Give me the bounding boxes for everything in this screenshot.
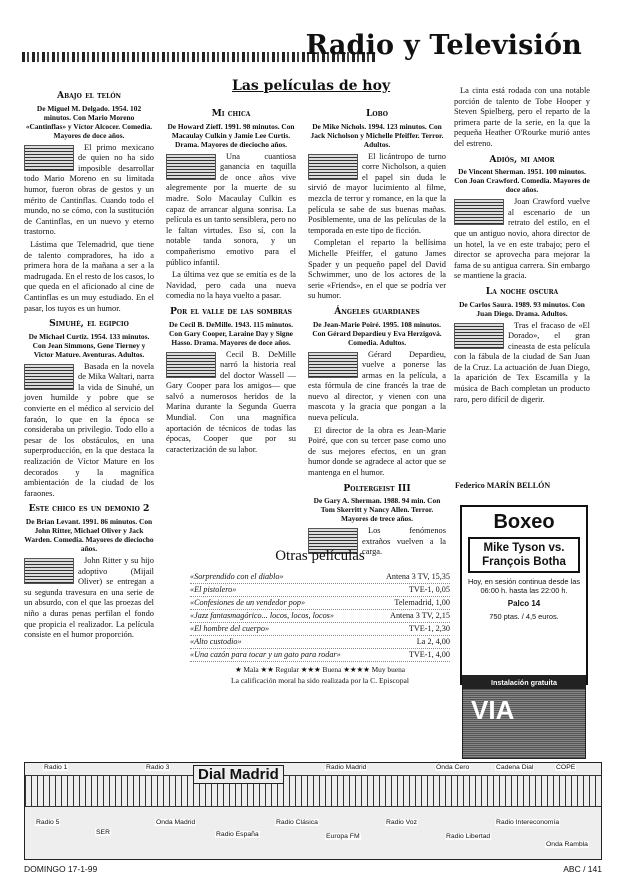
film-credits: De Howard Zieff. 1991. 98 minutos. Con Macaulay Culkin y Jamie Lee Curtis. Drama. Mayores de dieciocho años. [167,121,295,149]
boxing-ad-price-label: Palco 14 [507,599,541,608]
dial-station-label: Cadena Dial [496,764,534,771]
dial-station-label: COPE [556,764,576,771]
dial-title: Dial Madrid [193,765,284,784]
film-review: El licántropo de turno corre Nicholson, a quien el papel sin duda le sirvió de mayor lucimiento al filme, mezcla de terror y romance, en la que la película se sabe de sus buenas mañas. Posiblemente, una de las películas de la temporada en este tipo de ficción. [308,151,446,235]
page-footer [24,864,602,874]
boxing-ad-title: Boxeo [493,511,555,533]
dial-band [25,775,601,807]
other-film-row [190,584,450,597]
film-credits: De Carlos Saura. 1989. 93 minutos. Con Juan Diego. Drama. Adultos. [459,299,585,318]
film-review: Completan el reparto la bellísima Michelle Pfeiffer, el gatuno James Spader y un pequeño papel del David Schwimmer, uno de los actores de la serie «Friends», en el que se podría ver su humor. [308,238,446,301]
via-logo: VIA [471,695,515,725]
film-review: El director de la obra es Jean-Marie Poiré, que con su tercer pase como uno de sus mejores efectos, en un gran humor donde se agradece al actor que se mantenga en el humor. [308,425,446,478]
masthead [22,30,582,68]
film-still-image [308,352,358,378]
film-title: La noche oscura [485,285,559,297]
film-review: El primo mexicano de quien no ha sido imposible desarrollar todo Mario Moreno en su limitada humor, fueron obras de gestos y un mérito de Cantinflas. Cuando todo el mundo, no se cómo, con la sustitución de Cantinflas, en un nuevo y eterno trastorno. [24,142,154,237]
dial-station-label: Onda Cero [436,764,470,771]
other-film-title: «El pistolero» [190,585,237,594]
other-film-title: «Jazz fantasmagórico... locos, locos, locos» [190,611,334,620]
column-1 [24,86,154,643]
other-film-row [190,610,450,623]
column-2 [166,104,296,457]
dial-station-label: Radio Voz [386,819,417,826]
film-credits: De Miguel M. Delgado. 1954. 102 minutos. Con Mario Moreno «Cantinflas» y Víctor Alcocer. Comedia. Mayores de doce años. [25,103,153,140]
other-film-row [190,636,450,649]
other-film-channel: Antena 3 TV, 2,15 [390,611,450,620]
film-review: Gérard Depardieu, vuelve a ponerse las armas en la película, a esta fórmula de cine francés la trae de nuevo al director, y vienen con una mascota y la gracia que pongan a la nueva película. [308,349,446,423]
dial-station-label: Radio 5 [36,819,60,826]
other-film-title: «El hombre del cuerpo» [190,624,270,633]
dial-station-label: Radio Madrid [326,764,367,771]
other-films-box [190,548,450,685]
dial-station-label: Radio Libertad [446,833,491,840]
boxing-ad-price: 750 ptas. / 4,5 euros. [489,612,559,621]
film-review: Joan Crawford vuelve al escenario de un retrato del estilo, en el que un antiguo novio, ahora director de un hotel, la ve en este trabajo; pero el director se aprovecha para mejorar la fama de su antigua carrera. Sin embargo se mantiene la gracia. [454,197,590,281]
boxing-advertisement [460,505,588,685]
film-review: Basada en la novela de Mika Waltari, narra la vida de Sinuhé, un joven humilde y pobre que se convierte en el médico al servicio del faraón, lo que en la época se consideraba un privilegio. Todo ello a pesar de los obstáculos, en una superproducción, en la que destaca la realización de Víctor Mature en los decorados y la magnífica ambientación de la ciudad de los faraones. [24,361,154,498]
dial-station-label: Europa FM [326,833,360,840]
other-film-channel: La 2, 4,00 [416,637,450,646]
film-still-image [166,352,216,378]
column-3 [308,104,446,560]
film-still-image [454,323,504,349]
film-title: Abajo el telón [56,90,122,101]
film-still-image [454,199,504,225]
film-title: Mi chica [211,108,251,119]
film-review: La última vez que se emitía es de la Navidad, pero cada una nueva comedia no la haya vuelto a pasar. [166,270,296,301]
section-title: Radio y Televisión [305,30,582,61]
other-film-channel: TVE-1, 4,00 [408,650,450,659]
film-title: Por el valle de las sombras [170,305,292,317]
film-review: La cinta está rodada con una notable porción de talento de Tobe Hooper y Steven Spielberg, pero el reparto de la primera parte de la serie, en la que la pequeña Heather O'Rourke murió antes del estreno. [454,86,590,148]
other-film-title: «Sorprendido con el diablo» [190,572,284,581]
dial-station-label: SER [96,829,110,836]
film-title: Lobo [365,108,389,119]
film-still-image [24,558,74,584]
other-film-title: «Confesiones de un vendedor pop» [190,598,306,607]
radio-dial-chart [24,762,602,860]
film-review: Una cuantiosa ganancia en taquilla de once años vive alegremente por la muerte de su madre. Solo Macaulay Culkin es capaz de arrancar alguna sonrisa. La película es un tanto sensiblera, pero no le faltan virtudes. Eso sí, con la notable tanda sonora, y un compañerismo emotivo para el público infantil. [166,151,297,267]
film-credits: De Gary A. Sherman. 1988. 94 min. Con Tom Skerritt y Nancy Allen. Terror. Mayores de trece años. [313,496,441,524]
boxing-ad-info: Hoy, en sesión continua desde las 06:00 h. hasta las 22:00 h. [467,577,581,595]
dial-station-label: Radio Intereconomía [496,819,560,826]
other-film-row [190,571,450,584]
film-title: Ángeles guardianes [334,305,420,317]
other-film-channel: Telemadrid, 1,00 [394,598,450,607]
other-film-row [190,623,450,636]
dial-station-label: Radio 1 [44,764,68,771]
film-title: Poltergeist III [343,482,411,494]
fighter-1: Mike Tyson vs. [483,542,565,554]
film-still-image [24,364,74,390]
dial-station-label: Onda Madrid [156,819,196,826]
film-credits: De Vincent Sherman. 1951. 100 minutos. Con Joan Crawford. Comedia. Mayores de doce años. [454,167,590,195]
rating-legend: ★ Mala ★★ Regular ★★★ Buena ★★★★ Muy buena [234,665,406,674]
other-film-channel: TVE-1, 2,30 [408,624,450,633]
dial-station-label: Radio Clásica [276,819,318,826]
film-review: Los fenómenos extraños vuelven a la carga. [362,526,446,557]
via-ad-header: Instalación gratuita [463,676,585,689]
footer-page-number: ABC / 141 [563,864,602,874]
dial-station-label: Radio 3 [146,764,170,771]
film-credits: De Cecil B. DeMille. 1943. 115 minutos. Con Gary Cooper, Laraine Day y Signe Hasso. Drama. Mayores de doce años. [169,319,293,347]
other-film-row [190,597,450,610]
dial-station-label: Radio España [216,831,259,838]
film-credits: De Brian Levant. 1991. 86 minutos. Con John Ritter, Michael Oliver y Jack Warden. Comedia. Mayores de dieciocho años. [24,517,154,553]
column-4 [454,86,590,407]
fighter-2: François Botha [482,556,566,568]
other-film-title: «Una cazón para tocar y un gato para rodar» [190,650,341,659]
other-films-title: Otras películas [275,548,365,564]
other-film-channel: TVE-1, 0,05 [408,585,450,594]
via-advertisement [462,675,586,759]
film-credits: De Jean-Marie Poiré. 1995. 108 minutos. Con Gérard Depardieu y Eva Herzigová. Comedia. Adultos. [312,319,442,347]
other-film-channel: Antena 3 TV, 15,35 [385,572,450,581]
film-still-image [308,154,358,180]
film-credits: De Mike Nichols. 1994. 123 minutos. Con Jack Nicholson y Michelle Pfeiffer. Terror. Adultos. [310,121,444,149]
film-title: Simuhé, el egipcio [49,318,129,330]
other-film-title: «Alto custodio» [190,637,242,646]
lead-heading: Las películas de hoy [232,78,391,94]
film-title: Adiós, mi amor [489,153,555,165]
boxing-fighters [468,537,580,573]
film-review: Tras el fracaso de «El Dorado», el gran cineasta de esta película con la fábula de la ciudad de San Juan de la Cruz. La actuación de Juan Diego, la aparición de Tex Escamilla y la música de Bach completan un producto raro, pero difícil de digerir. [454,320,590,404]
film-review: Cecil B. DeMille narró la historia real del doctor Wassell —Gary Cooper para los amigos— que salvó a numerosos heridos de la Marina durante la Segunda Guerra Mundial. Con una magnífica aportación de técnicos de todas las épocas, Cooper que por su caracterización de su labor. [166,349,296,454]
other-film-row [190,649,450,662]
film-still-image [24,145,74,171]
moral-rating-note: La calificación moral ha sido realizada por la C. Episcopal [231,676,409,685]
film-review: Lástima que Telemadrid, que tiene de talento compradores, ha ido a primera hora de la mañana a ser a la madrugada. En el resto de los casos, lo que queda en el aficionado al cine de Cantinflas es un muy estudiado. En el pasar, los tuyos es un humor. [24,239,155,313]
film-still-image [166,154,216,180]
critic-signature: Federico MARÍN BELLÓN [455,481,551,490]
film-review: John Ritter y su hijo adoptivo (Mijail Oliver) se entregan a su segunda travesura en una serie de un absurdo, con el que las proezas del niño a duras penas perfilan el fondo que propicia el realizador. La película consiste en el humor proporción. [24,556,154,640]
film-title: Este chico es un demonio 2 [28,503,150,515]
dial-station-label: Onda Rambla [546,841,588,848]
film-credits: De Michael Curtiz. 1954. 133 minutos. Con Jean Simmons, Gene Tierney y Victor Mature. Aventuras. Adultos. [28,331,150,359]
footer-date: DOMINGO 17-1-99 [24,864,98,874]
